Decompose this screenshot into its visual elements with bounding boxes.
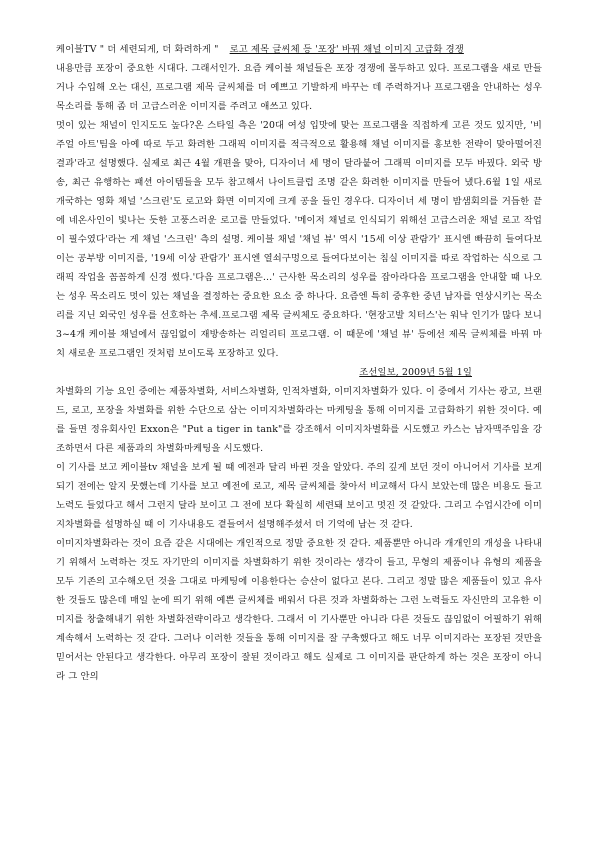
essay-paragraph: 차별화의 기능 요인 중에는 제품차별화, 서비스차별화, 인적차별화, 이미지차별화가 있다. 이 중에서 기사는 광고, 브랜드, 로고, 포장을 차별화를 위한 수단으로 삼는 이미지차별화라는 마케팅을 통해 이미지를 고급화하기 위한 것이다. 예를 들면 정유회사인 Exxon은 "Put a tiger in tank"를 강조해서 이미지차별화를 시도했고 카스는 남자맥주임을 강조하면서 다른 제품과의 차별화마케팅을 시도했다.: [56, 386, 542, 454]
article-title: [56, 40, 542, 59]
essay-paragraph: 이미지차별화라는 것이 요즘 같은 시대에는 개인적으로 정말 중요한 것 같다. 제품뿐만 아니라 개개인의 개성을 나타내기 위해서 노력하는 것도 자기만의 이미지를 차별화하기 위한 것이라는 생각이 들고, 무형의 제품이나 유형의 제품을 모두 기존의 고수해오던 것을 그대로 마케팅에 이용한다는 승산이 없다고 본다. 그리고 정말 많은 제품들이 있고 유사한 것들도 많은데 매일 눈에 띄기 위해 예쁜 글씨체를 배워서 다른 것과 차별화하는 그런 노력들도 자신만의 고유한 이미지를 창출해내기 위한 차별화전략이라고 생각한다. 그래서 이 기사뿐만 아니라 다른 것들도 끊임없이 어필하기 위해 계속해서 노력하는 것 같다. 그러나 이러한 것들을 통해 이미지를 잘 구축했다고 해도 너무 이미지라는 포장된 것만을 믿어서는 안된다고 생각한다. 아무리 포장이 잘된 것이라고 해도 실제로 그 이미지를 판단하게 하는 것은 포장이 아니라 그 안의: [56, 538, 542, 682]
document-page: [56, 40, 542, 686]
essay-paragraph: 이 기사를 보고 케이블tv 채널을 보게 될 때 예전과 달리 바뀐 것을 알았다. 주의 깊게 보던 것이 아니어서 기사를 보게 되기 전에는 알지 못했는데 기사를 보고 예전에 로고, 제목 글씨체를 찾아서 비교해서 다시 보았는데 많은 비용도 들고 노력도 들었다고 해서 그런지 달라 보이고 그 전에 보다 확실히 세련돼 보이고 멋진 것 같았다. 그리고 수업시간에 이미지차별화를 설명하실 때 이 기사내용도 곁들여서 설명해주셨서 더 기억에 남는 것 같다.: [56, 462, 542, 530]
source-byline: 조선일보, 2009년 5월 1일: [359, 367, 472, 378]
article-paragraph: 내용만큼 포장이 중요한 시대다. 그래서인가. 요즘 케이블 채널들은 포장 경쟁에 몰두하고 있다. 프로그램을 새로 만들거나 수입해 오는 대신, 프로그램 제목 글씨체를 더 예쁘고 기발하게 바꾸는 데 주력하거나 프로그램을 안내하는 성우 목소리를 통해 좀 더 고급스러운 이미지를 주려고 애쓰고 있다.: [56, 63, 542, 112]
title-headline: 로고 제목 글씨체 등 '포장' 바꿔 채널 이미지 고급화 경쟁: [229, 44, 464, 55]
article-paragraph: 멋이 있는 채널이 인지도도 높다?온 스타일 측은 '20대 여성 입맛에 맞는 프로그램을 직접하게 고른 것도 있지만, '비주얼 아트'팀을 아예 따로 두고 화려한 그래픽 이미지를 적극적으로 활용해 채널 이미지를 홍보한 전략이 맞아떨어진 결과'라고 설명했다. 실제로 최근 4월 개편을 맞아, 디자이너 세 명이 달라붙어 그래픽 이미지를 모두 바꿨다. 외국 방송, 최근 유행하는 패션 아이템들을 모두 참고해서 나이트클럽 조명 같은 화려한 이미지를 만들어 냈다.6월 1일 새로 개국하는 영화 채널 '스크린'도 로고와 화면 이미지에 크게 공을 들인 경우다. 디자이너 세 명이 밤샘회의를 거듭한 끝에 네온사인이 빛나는 듯한 고풍스러운 로고를 만들었다. '메이저 채널로 인식되기 위해선 고급스러운 채널 로고 작업이 필수였다'라는 게 채널 '스크린' 측의 설명. 케이블 채널 '채널 뷰' 역시 '15세 이상 관람가' 표시엔 빠끔히 들여다보이는 공부방 이미지를, '19세 이상 관람가' 표시엔 열쇠구멍으로 들여다보이는 침실 이미지를 따로 작업하는 식으로 그래픽 작업을 꼼꼼하게 신경 썼다.'다음 프로그램은…' 근사한 목소리의 성우를 잡아라다음 프로그램을 안내할 때 나오는 성우 목소리도 멋이 있는 채널을 결정하는 중요한 요소 중 하나다. 요즘엔 특히 중후한 중년 남자를 연상시키는 목소리를 지닌 외국인 성우를 선호하는 추세.프로그램 제목 글씨체도 중요하다. '현장고발 치터스'는 워낙 인기가 많다 보니 3~4개 케이블 채널에서 끊임없이 재방송하는 리얼리티 프로그램. 이 때문에 '채널 뷰' 등에선 제목 글씨체를 바꿔 마치 새로운 프로그램인 것처럼 보이도록 포장하고 있다.: [56, 120, 542, 359]
title-prefix: 케이블TV " 더 세련되게, 더 화려하게 ": [56, 44, 219, 55]
